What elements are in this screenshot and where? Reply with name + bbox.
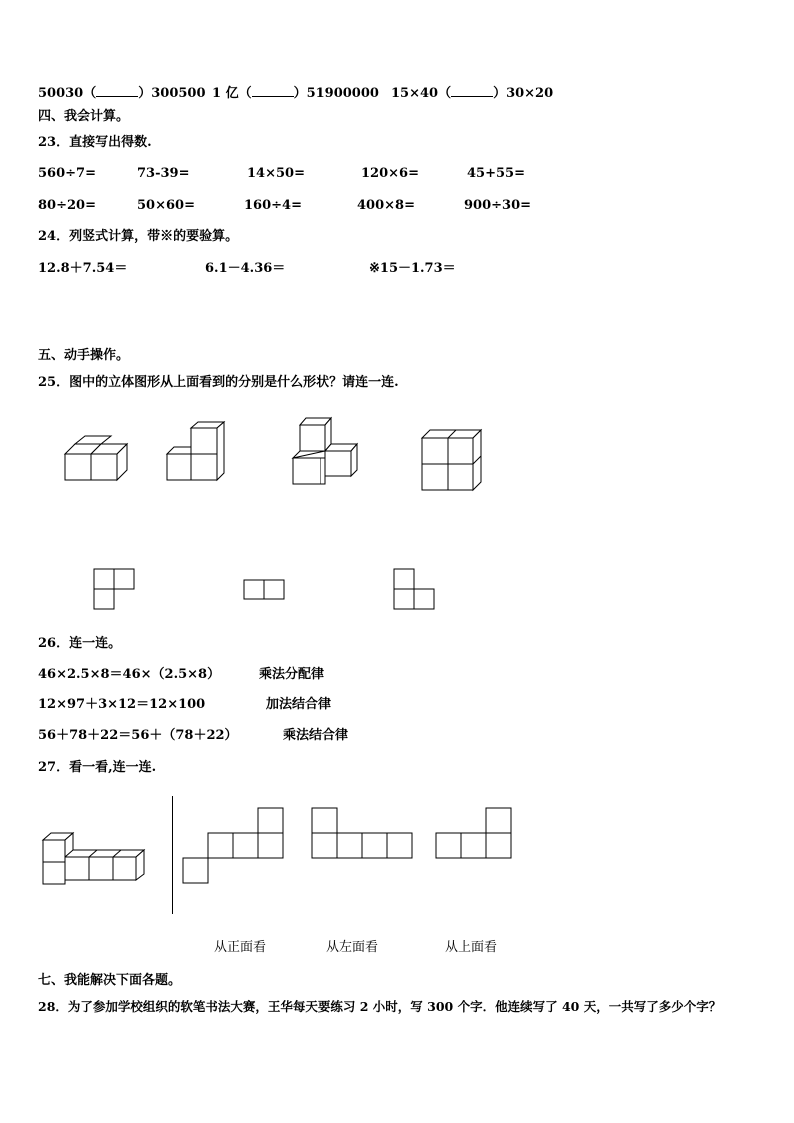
q26-left-item[interactable]: 56＋78＋22＝56＋（78＋22） <box>38 728 238 743</box>
q26-title: 26．连一连。 <box>38 636 122 651</box>
q23-row2-item: 80÷20= <box>38 198 96 213</box>
section-7-title: 七、我能解决下面各题。 <box>38 973 182 988</box>
q28-text: 28．为了参加学校组织的软笔书法大赛，王华每天要练习 2 小时，写 300 个字．他连续写了 40 天，一共写了多少个字？ <box>38 999 722 1014</box>
compare-item-1-right: ）300500 <box>138 86 206 101</box>
q25-solid-figure-2 <box>165 422 235 486</box>
q26-left-item[interactable]: 12×97＋3×12＝12×100 <box>38 697 206 712</box>
q26-right-item[interactable]: 乘法分配律 <box>259 667 325 682</box>
q23-title: 23．直接写出得数. <box>38 135 152 150</box>
q23-row2-item: 160÷4= <box>244 198 302 213</box>
q23-row1-item: 45+55= <box>467 166 525 181</box>
answer-blank[interactable] <box>252 84 294 97</box>
q25-top-view-3[interactable] <box>393 568 437 611</box>
compare-item-2-right: ）51900000 <box>293 86 379 101</box>
q27-view-figure-1[interactable] <box>182 807 286 885</box>
compare-item-3-left: 15×40（ <box>391 86 452 101</box>
compare-item-1 <box>38 84 206 102</box>
q26-right-item[interactable]: 乘法结合律 <box>283 728 349 743</box>
q23-row1-item: 14×50= <box>247 166 305 181</box>
q23-row1-item: 560÷7= <box>38 166 96 181</box>
q26-right-item[interactable]: 加法结合律 <box>266 697 332 712</box>
section-4-title: 四、我会计算。 <box>38 109 130 124</box>
q23-row2-item: 50×60= <box>137 198 195 213</box>
q27-view-label[interactable]: 从上面看 <box>445 940 498 955</box>
q27-view-figure-2[interactable] <box>311 807 415 861</box>
q24-item: ※15－1.73＝ <box>369 261 456 276</box>
q27-view-label[interactable]: 从正面看 <box>214 940 267 955</box>
q25-top-view-1[interactable] <box>93 568 137 611</box>
compare-item-3 <box>391 84 553 102</box>
q27-view-label[interactable]: 从左面看 <box>326 940 379 955</box>
q25-top-view-2[interactable] <box>243 579 287 601</box>
q25-title: 25．图中的立体图形从上面看到的分别是什么形状？请连一连. <box>38 375 399 390</box>
q24-title: 24．列竖式计算，带※的要验算。 <box>38 229 239 244</box>
q23-row1-item: 120×6= <box>361 166 419 181</box>
q23-row2-item: 400×8= <box>357 198 415 213</box>
compare-item-2 <box>212 84 379 102</box>
q27-view-figure-3[interactable] <box>435 807 515 861</box>
q25-solid-figure-4 <box>420 430 486 492</box>
q25-solid-figure-3 <box>290 418 362 488</box>
compare-item-2-left: 1 亿（ <box>212 86 252 101</box>
q23-row1-item: 73-39= <box>137 166 190 181</box>
section-5-title: 五、动手操作。 <box>38 348 130 363</box>
q24-item: 12.8＋7.54＝ <box>38 261 128 276</box>
compare-item-3-right: ）30×20 <box>493 86 554 101</box>
q23-row2-item: 900÷30= <box>464 198 532 213</box>
q27-title: 27．看一看,连一连. <box>38 760 157 775</box>
answer-blank[interactable] <box>451 84 493 97</box>
answer-blank[interactable] <box>96 84 138 97</box>
q26-left-item[interactable]: 46×2.5×8＝46×（2.5×8） <box>38 667 221 682</box>
divider-line <box>172 796 173 914</box>
q24-item: 6.1－4.36＝ <box>205 261 286 276</box>
compare-item-1-left: 50030（ <box>38 86 97 101</box>
q27-solid-figure <box>40 830 155 885</box>
q25-solid-figure-1 <box>60 436 130 484</box>
